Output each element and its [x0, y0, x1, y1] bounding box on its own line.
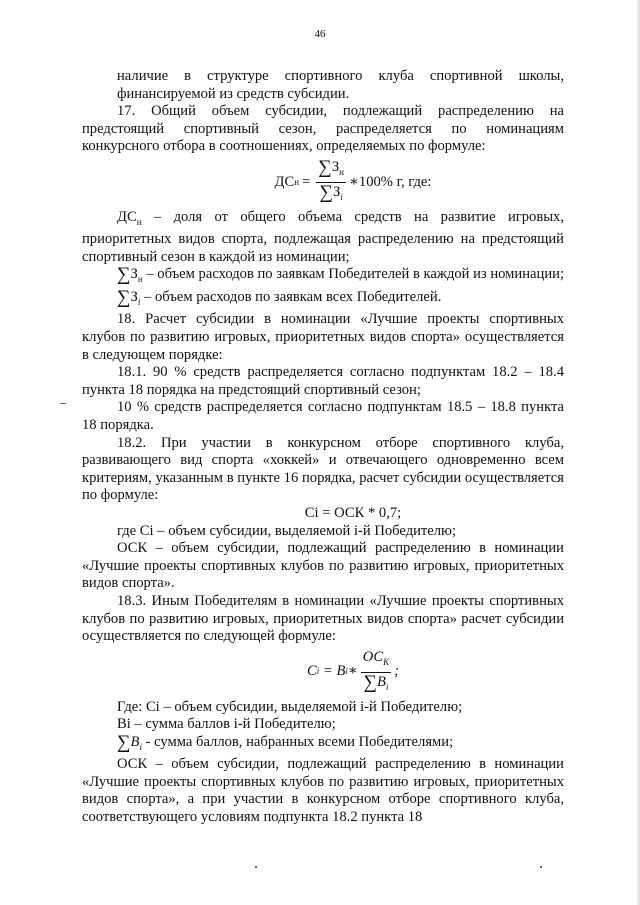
formula-hockey-where: где Ci – объем субсидии, выделяемой i-й Победителю;	[117, 522, 457, 539]
formula-tail: ∗100% г, где:	[348, 173, 432, 190]
sum-bi-text: - сумма баллов, набранных всеми Победителями;	[141, 733, 454, 750]
where-sum-bi	[82, 731, 564, 757]
def-zn-sub: н	[137, 274, 143, 285]
formula-others	[142, 648, 564, 697]
paragraph-18-3: 18.3. Иным Победителям в номинации «Лучшие проекты спортивных клубов по развитию игровых, приоритетных видов спорта» расчет субсидии осуществляется по следующей формуле:	[82, 592, 564, 645]
numerator-sub: н	[339, 166, 344, 177]
formula-hockey: Ci = ОСК * 0,7;	[304, 505, 402, 521]
formula-equals: =	[302, 173, 311, 190]
numerator-oc-sub: K	[383, 656, 390, 667]
sigma-symbol: ∑	[363, 671, 377, 693]
where-bi: Bi – сумма баллов i-й Победителю;	[117, 716, 336, 733]
scan-dot	[540, 866, 542, 868]
paragraph-18-2: 18.2. При участии в конкурсном отборе спортивного клуба, развивающего вид спорта «хоккей» и отвечающего одновременно всем критериям, указанным в пункте 16 порядка, расчет субсидии осуществляется по формуле:	[82, 434, 564, 504]
formula-denominator	[317, 183, 344, 207]
sigma-symbol: ∑	[318, 156, 332, 178]
formula-numerator	[316, 158, 346, 183]
sum-bi-sub: i	[139, 741, 142, 752]
formula3-lhs: C	[307, 663, 317, 680]
def-ds-text: – доля от общего объема средств на развитие игровых, приоритетных видов спорта, подлежащая распределению на предстоящий спортивный сезон в каждой из номинации;	[82, 208, 564, 265]
formula3-denominator	[361, 673, 390, 697]
formula-hockey-osk: ОСК – объем субсидии, подлежащий распределению в номинации «Лучшие проекты спортивных клубов по развитию игровых, приоритетных видов спорта».	[82, 540, 564, 592]
where-osk: ОСК – объем субсидии, подлежащий распределению в номинации «Лучшие проекты спортивных клубов по развитию игровых, приоритетных видов спорта», а при участии в конкурсном отборе спортивного клуба, соответствующего условиям подпункта 18.2 пункта 18	[82, 756, 564, 826]
def-zi-var: З	[130, 288, 138, 305]
formula3-b-sub: i	[345, 666, 348, 677]
scan-dot	[255, 866, 257, 868]
formula3-b: B	[336, 663, 346, 680]
formula-lhs: ДС	[274, 173, 295, 190]
definition-ds	[82, 209, 564, 267]
formula-fraction	[316, 158, 346, 207]
def-zn-text: – объем расходов по заявкам Победителей в каждой из номинации;	[142, 266, 564, 283]
paragraph-intro: наличие в структуре спортивного клуба спортивной школы, финансируемой из средств субсидии.	[117, 68, 564, 102]
sigma-symbol: ∑	[117, 286, 131, 308]
formula-lhs-sub: н	[294, 176, 300, 187]
page-number: 46	[314, 28, 326, 40]
def-zn-var: З	[130, 266, 138, 283]
where-ci: Где: Ci – объем субсидии, выделяемой i-й Победителю;	[117, 698, 463, 715]
denominator-sub: i	[340, 191, 343, 202]
document-body	[82, 68, 564, 827]
def-zi-sub: i	[137, 296, 141, 307]
formula3-fraction	[361, 648, 391, 697]
sigma-symbol: ∑	[117, 731, 131, 753]
denominator-var: З	[333, 183, 341, 200]
formula-share	[142, 158, 564, 207]
paragraph-18-1-b: 10 % средств распределяется согласно подпунктам 18.5 – 18.8 пункта 18 порядка.	[82, 399, 564, 434]
definition-sum-zn	[82, 266, 564, 289]
denominator-b: B	[377, 673, 386, 690]
def-zi-text: – объем расходов по заявкам всех Победителей.	[140, 288, 442, 305]
paragraph-18-1: 18.1. 90 % средств распределяется согласно подпунктам 18.2 – 18.4 пункта 18 порядка на предстоящий спортивный сезон;	[82, 364, 564, 398]
page-edge-shadow	[636, 0, 640, 905]
paragraph-17: 17. Общий объем субсидии, подлежащий распределению на предстоящий спортивный сезон, распределяется по номинациям конкурсного отбора в соотношениях, определяемых по формуле:	[82, 103, 564, 155]
margin-mark	[60, 403, 66, 404]
formula3-lhs-sub: i	[316, 666, 320, 677]
formula3-tail: ;	[394, 663, 399, 680]
paragraph-18: 18. Расчет субсидии в номинации «Лучшие проекты спортивных клубов по развитию игровых, приоритетных видов спорта» осуществляется в следующем порядке:	[82, 311, 564, 363]
def-ds-sub: н	[136, 216, 142, 227]
sigma-symbol: ∑	[117, 264, 131, 286]
numerator-oc: OC	[362, 648, 384, 665]
formula3-equals: =	[319, 663, 337, 680]
def-ds-symbol: ДС	[117, 208, 137, 225]
definition-sum-zi	[82, 286, 564, 312]
sum-bi-var: B	[130, 733, 140, 750]
numerator-var: З	[331, 158, 340, 175]
formula3-numerator	[361, 648, 391, 673]
denominator-b-sub: i	[385, 681, 389, 692]
sigma-symbol: ∑	[319, 181, 333, 203]
formula3-star: ∗	[347, 663, 358, 680]
